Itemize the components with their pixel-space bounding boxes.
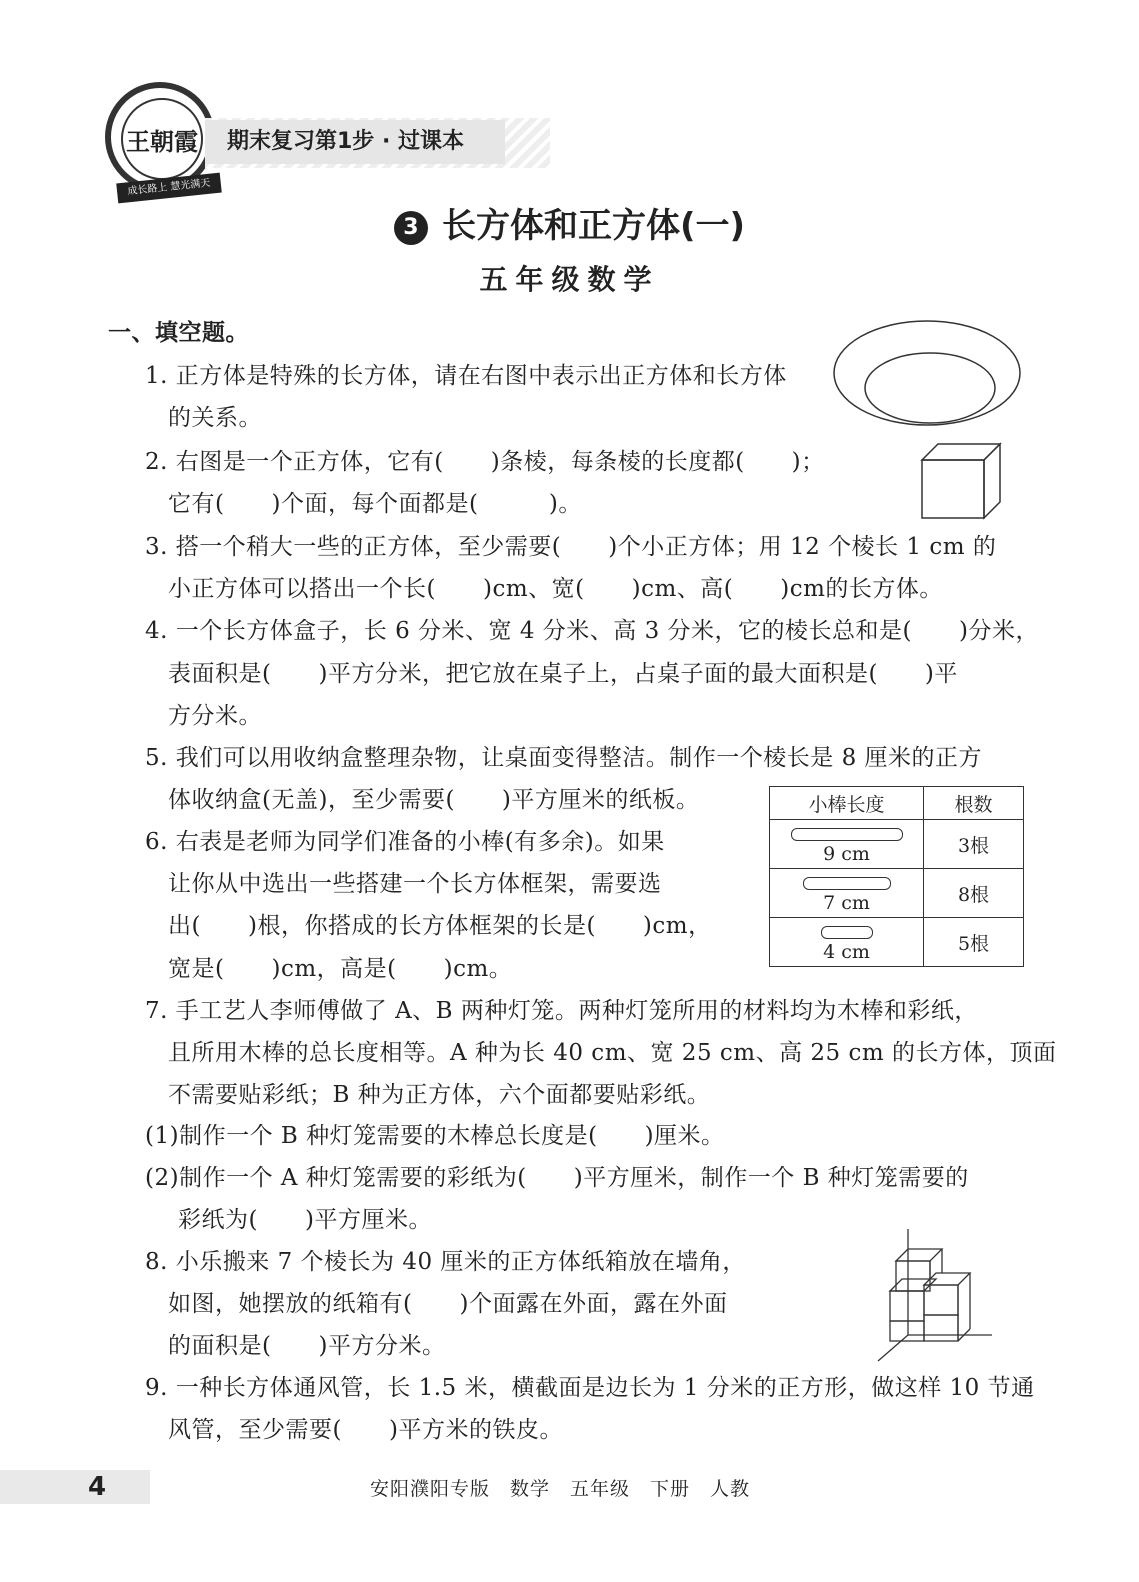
page-subtitle: 五年级数学 xyxy=(479,263,660,296)
question-line: 5. 我们可以用收纳盒整理杂物，让桌面变得整洁。制作一个棱长是 8 厘米的正方 xyxy=(145,745,983,771)
question-line: 的面积是( )平方分米。 xyxy=(168,1333,446,1359)
question-line: 它有( )个面，每个面都是( )。 xyxy=(168,491,582,517)
footer-bar xyxy=(0,1470,150,1504)
rod-7cm-icon xyxy=(803,877,891,890)
rod-count: 5根 xyxy=(924,918,1024,967)
logo-text: 王朝霞 xyxy=(121,98,203,180)
question-line: 出( )根，你搭成的长方体框架的长是( )cm， xyxy=(168,913,712,939)
question-line: 小正方体可以搭出一个长( )cm、宽( )cm、高( )cm的长方体。 xyxy=(168,576,943,602)
banner-text: 期末复习第1步 · 过课本 xyxy=(205,120,505,164)
table-header-count: 根数 xyxy=(924,787,1024,820)
question-line: 让你从中选出一些搭建一个长方体框架，需要选 xyxy=(168,871,662,897)
question-line: 表面积是( )平方分米，把它放在桌子上，占桌子面的最大面积是( )平 xyxy=(168,661,958,687)
rod-9cm-icon xyxy=(791,828,903,841)
rod-table xyxy=(769,786,1024,967)
rod-length: 9 cm xyxy=(823,842,870,865)
cube-diagram xyxy=(918,440,1004,522)
table-header-length: 小棒长度 xyxy=(770,787,924,820)
rod-length: 4 cm xyxy=(823,940,870,963)
rod-count: 3根 xyxy=(924,820,1024,869)
question-line: (1)制作一个 B 种灯笼需要的木棒总长度是( )厘米。 xyxy=(145,1123,725,1149)
page-title xyxy=(0,198,1139,247)
question-line: 不需要贴彩纸；B 种为正方体，六个面都要贴彩纸。 xyxy=(168,1082,711,1108)
question-line: 风管，至少需要( )平方米的铁皮。 xyxy=(168,1417,563,1443)
ellipse-relation-diagram xyxy=(830,318,1024,428)
table-row xyxy=(770,918,1024,967)
footer-text: 安阳濮阳专版 数学 五年级 下册 人教 xyxy=(370,1478,751,1500)
question-line: 如图，她摆放的纸箱有( )个面露在外面，露在外面 xyxy=(168,1291,728,1317)
question-line: 4. 一个长方体盒子，长 6 分米、宽 4 分米、高 3 分米，它的棱长总和是( )分米， xyxy=(145,618,1039,644)
table-row xyxy=(770,820,1024,869)
question-line: 2. 右图是一个正方体，它有( )条棱，每条棱的长度都( )； xyxy=(145,449,825,475)
logo-ribbon: 成长路上 慧光满天 xyxy=(116,173,222,204)
question-line: (2)制作一个 A 种灯笼需要的彩纸为( )平方厘米，制作一个 B 种灯笼需要的 xyxy=(145,1165,969,1191)
question-line: 6. 右表是老师为同学们准备的小棒(有多余)。如果 xyxy=(145,829,665,855)
title-text: 长方体和正方体(一) xyxy=(441,206,746,246)
question-line: 1. 正方体是特殊的长方体，请在右图中表示出正方体和长方体 xyxy=(145,363,787,389)
question-line: 9. 一种长方体通风管，长 1.5 米，横截面是边长为 1 分米的正方形，做这样 10 节通 xyxy=(145,1375,1035,1401)
rod-4cm-icon xyxy=(821,926,873,939)
chapter-number-badge: 3 xyxy=(394,211,428,245)
question-line: 方分米。 xyxy=(168,703,262,729)
rod-count: 8根 xyxy=(924,869,1024,918)
question-line: 彩纸为( )平方厘米。 xyxy=(178,1207,432,1233)
question-line: 体收纳盒(无盖)，至少需要( )平方厘米的纸板。 xyxy=(168,787,700,813)
question-line: 8. 小乐搬来 7 个棱长为 40 厘米的正方体纸箱放在墙角， xyxy=(145,1249,746,1275)
question-line: 宽是( )cm，高是( )cm。 xyxy=(168,956,513,982)
rod-length: 7 cm xyxy=(823,891,870,914)
section-heading: 一、填空题。 xyxy=(108,320,249,346)
question-line: 且所用木棒的总长度相等。A 种为长 40 cm、宽 25 cm、高 25 cm 的长方体，顶面 xyxy=(168,1040,1057,1066)
table-row xyxy=(770,869,1024,918)
question-line: 3. 搭一个稍大一些的正方体，至少需要( )个小正方体；用 12 个棱长 1 cm 的 xyxy=(145,534,997,560)
stacked-boxes-diagram xyxy=(870,1225,1000,1365)
header-banner xyxy=(205,118,550,168)
question-line: 7. 手工艺人李师傅做了 A、B 两种灯笼。两种灯笼所用的材料均为木棒和彩纸， xyxy=(145,998,978,1024)
page-number: 4 xyxy=(88,1472,107,1502)
question-line: 的关系。 xyxy=(168,405,262,431)
